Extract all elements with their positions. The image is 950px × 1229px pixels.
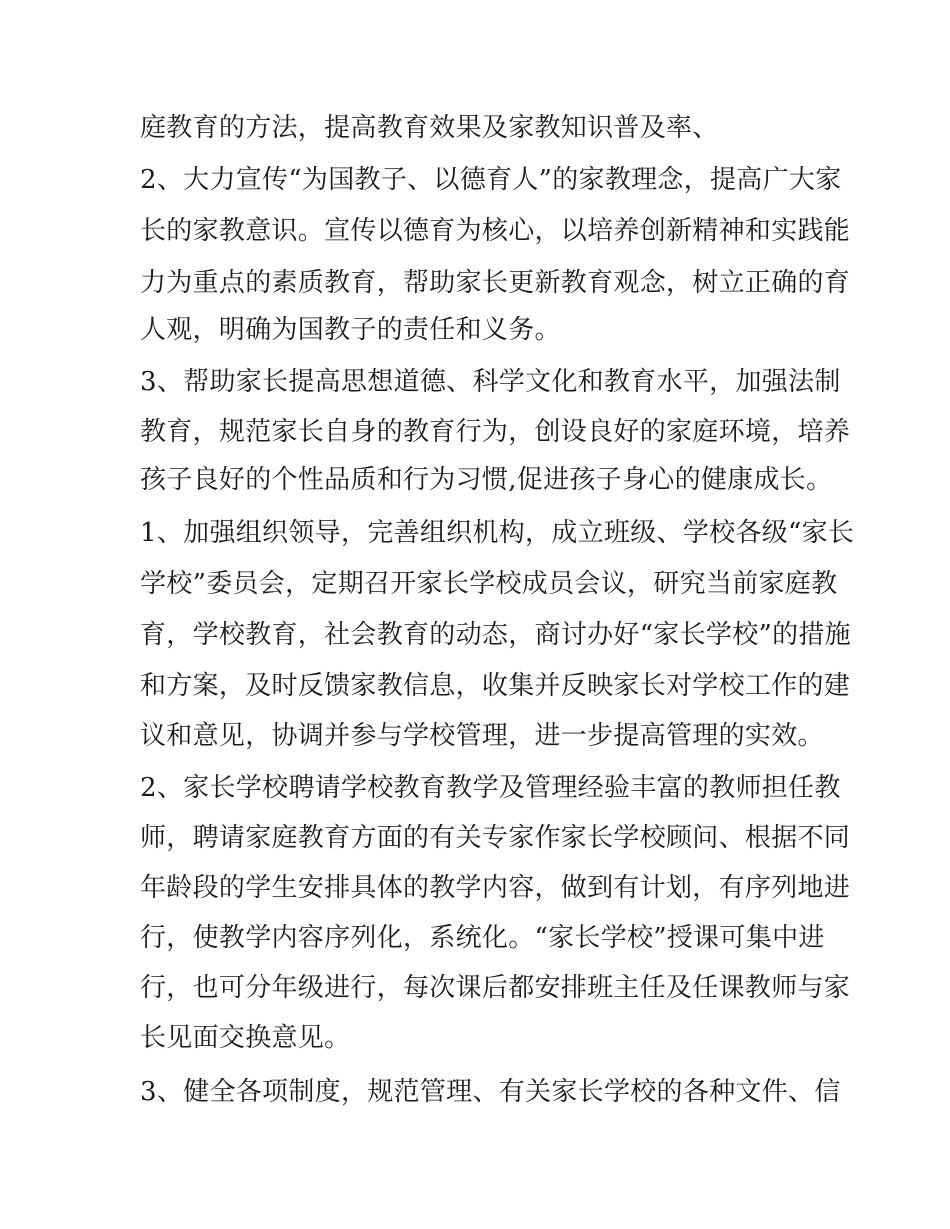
text-line: 3、帮助家长提高思想道德、科学文化和教育水平，加强法制	[140, 367, 841, 397]
text-line: 长的家教意识。宣传以德育为核心，以培养创新精神和实践能	[140, 216, 851, 246]
text-line: 庭教育的方法，提高教育效果及家教知识普及率、	[140, 113, 719, 143]
text-line: 和方案，及时反馈家教信息，收集并反映家长对学校工作的建	[140, 671, 851, 701]
text-line: 教育，规范家长自身的教育行为，创设良好的家庭环境，培养	[140, 417, 851, 447]
text-line: 1、加强组织领导，完善组织机构，成立班级、学校各级“家长	[140, 518, 855, 548]
text-line: 孩子良好的个性品质和行为习惯,促进孩子身心的健康成长。	[140, 465, 833, 495]
text-line: 行，也可分年级进行，每次课后都安排班主任及任课教师与家	[140, 973, 851, 1003]
text-line: 2、大力宣传“为国教子、以德育人”的家教理念，提高广大家	[140, 165, 842, 195]
text-line: 力为重点的素质教育，帮助家长更新教育观念，树立正确的育	[140, 268, 851, 298]
text-line: 人观，明确为国教子的责任和义务。	[140, 315, 561, 345]
text-line: 3、健全各项制度，规范管理、有关家长学校的各种文件、信	[140, 1077, 841, 1107]
text-line: 长见面交换意见。	[140, 1023, 351, 1053]
text-line: 年龄段的学生安排具体的教学内容，做到有计划，有序列地进	[140, 873, 851, 903]
text-line: 师，聘请家庭教育方面的有关专家作家长学校顾问、根据不同	[140, 823, 851, 853]
text-line: 育，学校教育，社会教育的动态，商讨办好“家长学校”的措施	[140, 620, 851, 650]
text-line: 学校”委员会，定期召开家长学校成员会议，研究当前家庭教	[140, 569, 838, 599]
text-line: 行，使教学内容序列化，系统化。“家长学校”授课可集中进	[140, 923, 825, 953]
text-line: 2、家长学校聘请学校教育教学及管理经验丰富的教师担任教	[140, 773, 841, 803]
text-line: 议和意见，协调并参与学校管理，进一步提高管理的实效。	[140, 721, 824, 751]
